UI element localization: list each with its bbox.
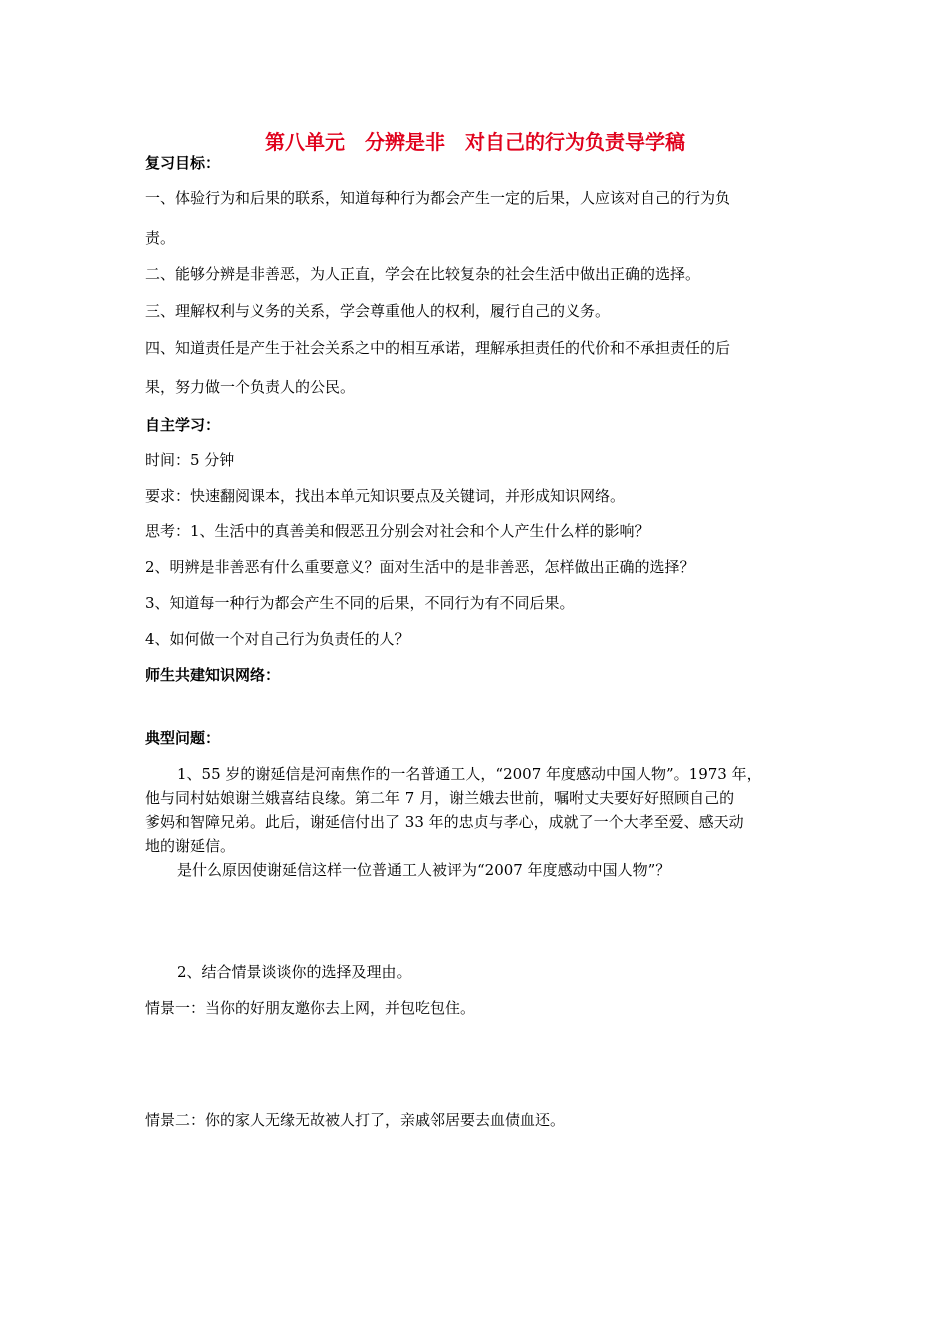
self-study-requirement: 要求：快速翻阅课本，找出本单元知识要点及关键词，并形成知识网络。	[145, 487, 626, 505]
case2-prompt: 2、结合情景谈谈你的选择及理由。	[177, 963, 412, 981]
review-line: 责。	[145, 229, 176, 247]
page-title: 第八单元 分辨是非 对自己的行为负责导学稿	[265, 130, 685, 154]
case1-line: 爹妈和智障兄弟。此后，谢延信付出了 33 年的忠贞与孝心，成就了一个大孝至爱、感天动	[145, 813, 744, 831]
case1-question: 是什么原因使谢延信这样一位普通工人被评为“2007 年度感动中国人物”？	[177, 861, 671, 879]
case1-line: 1、55 岁的谢延信是河南焦作的一名普通工人，“2007 年度感动中国人物”。1973 年，	[177, 765, 762, 783]
think-item: 思考：1、生活中的真善美和假恶丑分别会对社会和个人产生什么样的影响？	[145, 522, 650, 540]
think-item: 4、如何做一个对自己行为负责任的人？	[145, 630, 410, 648]
review-heading: 复习目标：	[145, 154, 221, 172]
review-line: 果，努力做一个负责人的公民。	[145, 378, 356, 396]
review-line: 四、知道责任是产生于社会关系之中的相互承诺，理解承担责任的代价和不承担责任的后	[145, 339, 731, 357]
network-heading: 师生共建知识网络：	[145, 666, 281, 684]
review-line: 一、体验行为和后果的联系，知道每种行为都会产生一定的后果，人应该对自己的行为负	[145, 189, 731, 207]
review-line: 三、理解权利与义务的关系，学会尊重他人的权利，履行自己的义务。	[145, 302, 611, 320]
self-study-time: 时间：5 分钟	[145, 451, 235, 469]
case1-line: 他与同村姑娘谢兰娥喜结良缘。第二年 7 月，谢兰娥去世前，嘱咐丈夫要好好照顾自己的	[145, 789, 735, 807]
case1-line: 地的谢延信。	[145, 837, 236, 855]
review-line: 二、能够分辨是非善恶，为人正直，学会在比较复杂的社会生活中做出正确的选择。	[145, 265, 701, 283]
typical-heading: 典型问题：	[145, 729, 221, 747]
scene-two: 情景二：你的家人无缘无故被人打了，亲戚邻居要去血债血还。	[145, 1111, 566, 1129]
think-item: 2、明辨是非善恶有什么重要意义？面对生活中的是非善恶，怎样做出正确的选择？	[145, 558, 695, 576]
think-item: 3、知道每一种行为都会产生不同的后果，不同行为有不同后果。	[145, 594, 575, 612]
scene-one: 情景一：当你的好朋友邀你去上网，并包吃包住。	[145, 999, 476, 1017]
self-study-heading: 自主学习：	[145, 416, 221, 434]
